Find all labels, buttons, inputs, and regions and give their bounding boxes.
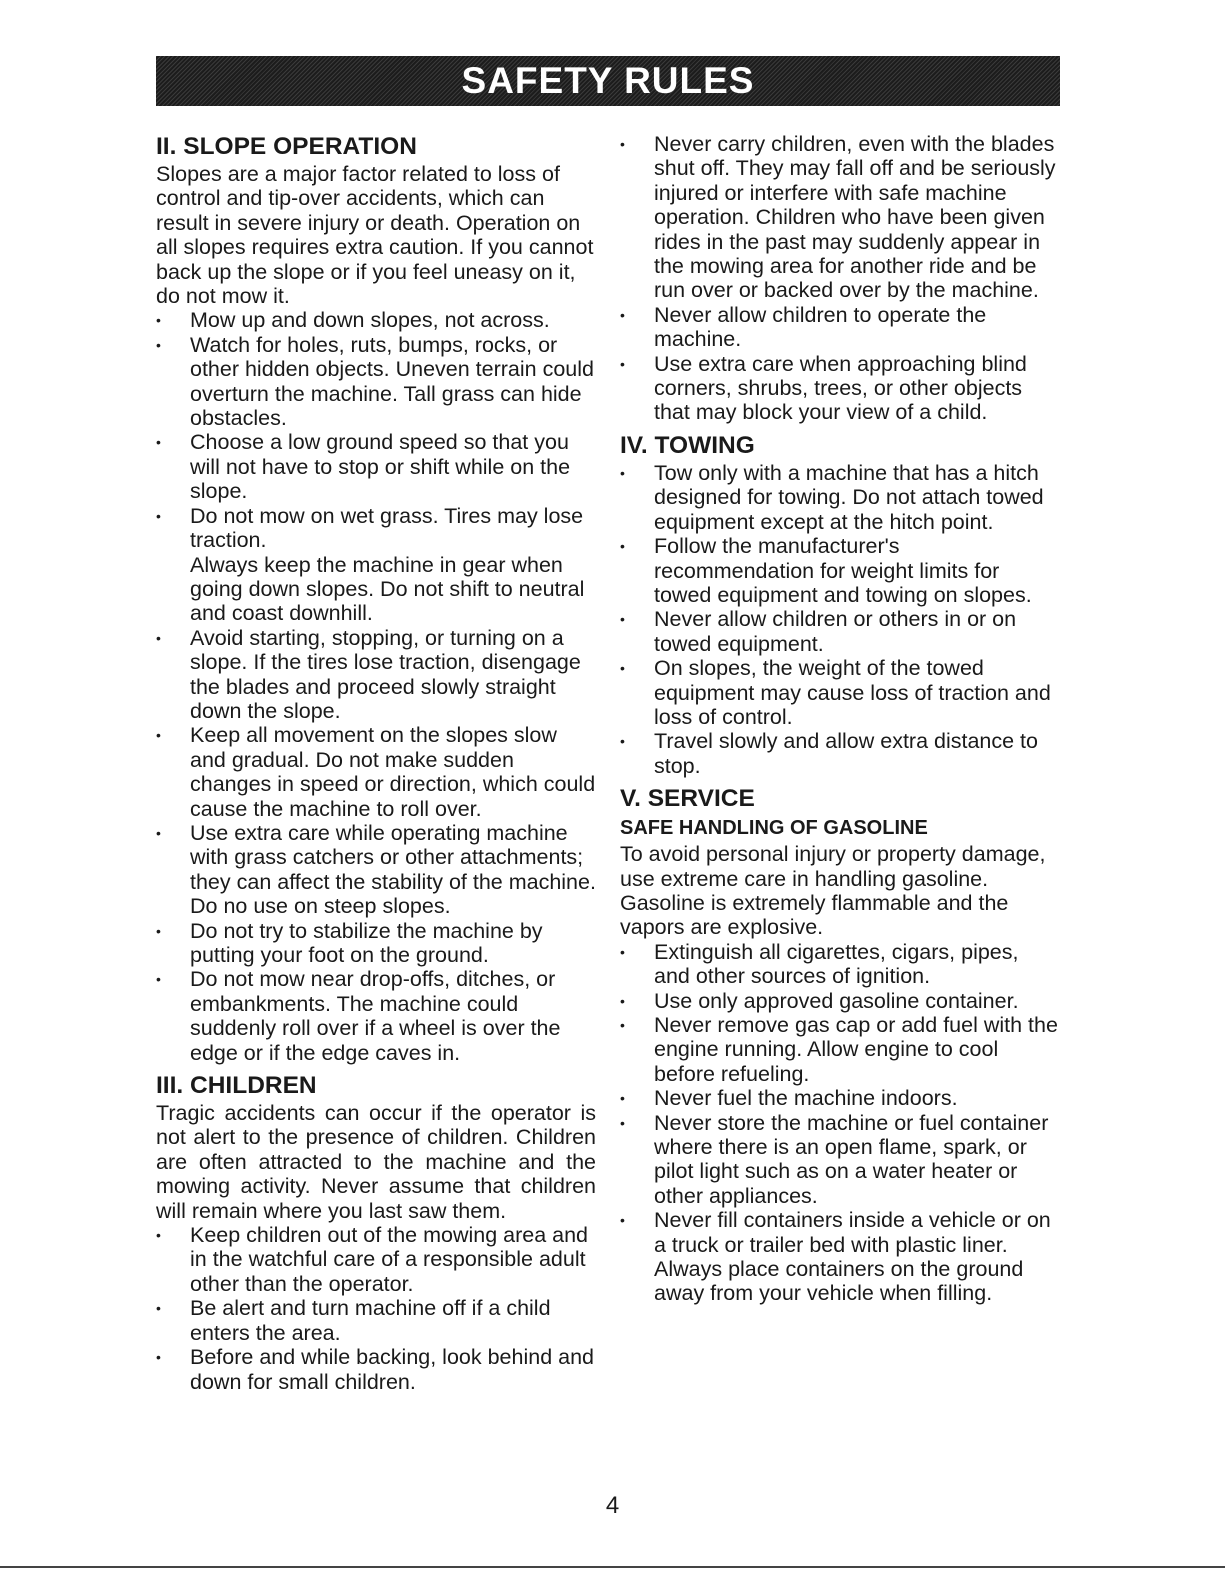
list-item: • Never fuel the machine indoors.: [620, 1086, 1060, 1110]
list-item: • Never allow children or others in or on towed equipment.: [620, 607, 1060, 656]
section-heading-slope-operation: II. SLOPE OPERATION: [156, 133, 417, 160]
list-item: • Use extra care while operating machine with grass catchers or other attachments; they can affect the stability of the machine. Do no use on steep slopes.: [156, 821, 596, 919]
list-item: • Never fill containers inside a vehicle or on a truck or trailer bed with plastic liner. Always place containers on the ground away from your vehicle when filling.: [620, 1208, 1060, 1306]
list-item: • Before and while backing, look behind and down for small children.: [156, 1345, 596, 1394]
list-item: • On slopes, the weight of the towed equipment may cause loss of traction and loss of control.: [620, 656, 1060, 729]
list-item: Always keep the machine in gear when going down slopes. Do not shift to neutral and coast downhill.: [190, 552, 585, 626]
page-number: 4: [605, 1492, 620, 1519]
list-item: • Do not try to stabilize the machine by putting your foot on the ground.: [156, 919, 596, 968]
list-item: • Mow up and down slopes, not across.: [156, 308, 596, 332]
list-item: • Be alert and turn machine off if a child enters the area.: [156, 1296, 596, 1345]
slope-list: [156, 308, 596, 1065]
left-column: [156, 132, 596, 1394]
list-item: • Never store the machine or fuel container where there is an open flame, spark, or pilot light such as on a water heater or other appliances.: [620, 1111, 1060, 1209]
children-list: [156, 1223, 596, 1394]
list-item: • Tow only with a machine that has a hitch designed for towing. Do not attach towed equipment except at the hitch point.: [620, 461, 1060, 534]
bottom-rule: [0, 1566, 1225, 1568]
list-item: • Use extra care when approaching blind corners, shrubs, trees, or other objects that may block your view of a child.: [620, 352, 1060, 425]
section-heading-towing: IV. TOWING: [620, 431, 755, 459]
list-item: • Avoid starting, stopping, or turning on a slope. If the tires lose traction, disengage the blades and proceed slowly straight down the slope.: [156, 626, 596, 724]
list-item: • Watch for holes, ruts, bumps, rocks, or other hidden objects. Uneven terrain could overturn the machine. Tall grass can hide obstacles.: [156, 333, 596, 431]
service-intro: To avoid personal injury or property damage, use extreme care in handling gasoline. Gasoline is extremely flammable and the vapors are explosive.: [620, 842, 1046, 940]
children-intro: Tragic accidents can occur if the operator is not alert to the presence of children. Children are often attracted to the machine and the mowing activity. Never assume that children will remain where you last saw them.: [156, 1101, 596, 1223]
towing-list: [620, 461, 1060, 778]
section-heading-service: V. SERVICE: [620, 785, 755, 813]
list-item: • Keep all movement on the slopes slow and gradual. Do not make sudden changes in speed or direction, which could cause the machine to roll over.: [156, 723, 596, 821]
section-heading-children: III. CHILDREN: [156, 1072, 317, 1100]
list-item: • Extinguish all cigarettes, cigars, pipes, and other sources of ignition.: [620, 940, 1060, 989]
list-item: • Do not mow near drop-offs, ditches, or embankments. The machine could suddenly roll over if a wheel is over the edge or if the edge caves in.: [156, 967, 596, 1065]
safety-rules-banner: [156, 56, 1060, 106]
service-list: [620, 940, 1060, 1306]
slope-intro: Slopes are a major factor related to loss of control and tip-over accidents, which can result in severe injury or death. Operation on all slopes requires extra caution. If you cannot back up the slope or if you feel uneasy on it, do not mow it.: [156, 162, 594, 309]
list-item: • Never allow children to operate the machine.: [620, 303, 1060, 352]
list-item: • Travel slowly and allow extra distance to stop.: [620, 729, 1060, 778]
list-item: • Do not mow on wet grass. Tires may lose traction.: [156, 504, 596, 553]
list-item: • Keep children out of the mowing area and in the watchful care of a responsible adult other than the operator.: [156, 1223, 596, 1296]
right-column: [620, 132, 1060, 1306]
list-item: • Use only approved gasoline container.: [620, 989, 1060, 1013]
subheading-safe-handling-gasoline: SAFE HANDLING OF GASOLINE: [620, 817, 928, 840]
list-item: • Never remove gas cap or add fuel with the engine running. Allow engine to cool before refueling.: [620, 1013, 1060, 1086]
list-item: • Never carry children, even with the blades shut off. They may fall off and be seriously injured or interfere with safe machine operation. Children who have been given rides in the past may suddenly appear in the mowing area for another ride and be run over or backed over by the machine.: [620, 132, 1060, 303]
children-list-continued: [620, 132, 1060, 425]
page-title: SAFETY RULES: [461, 60, 755, 101]
list-item: • Choose a low ground speed so that you will not have to stop or shift while on the slope.: [156, 430, 596, 503]
list-item: • Follow the manufacturer's recommendation for weight limits for towed equipment and towing on slopes.: [620, 534, 1060, 607]
